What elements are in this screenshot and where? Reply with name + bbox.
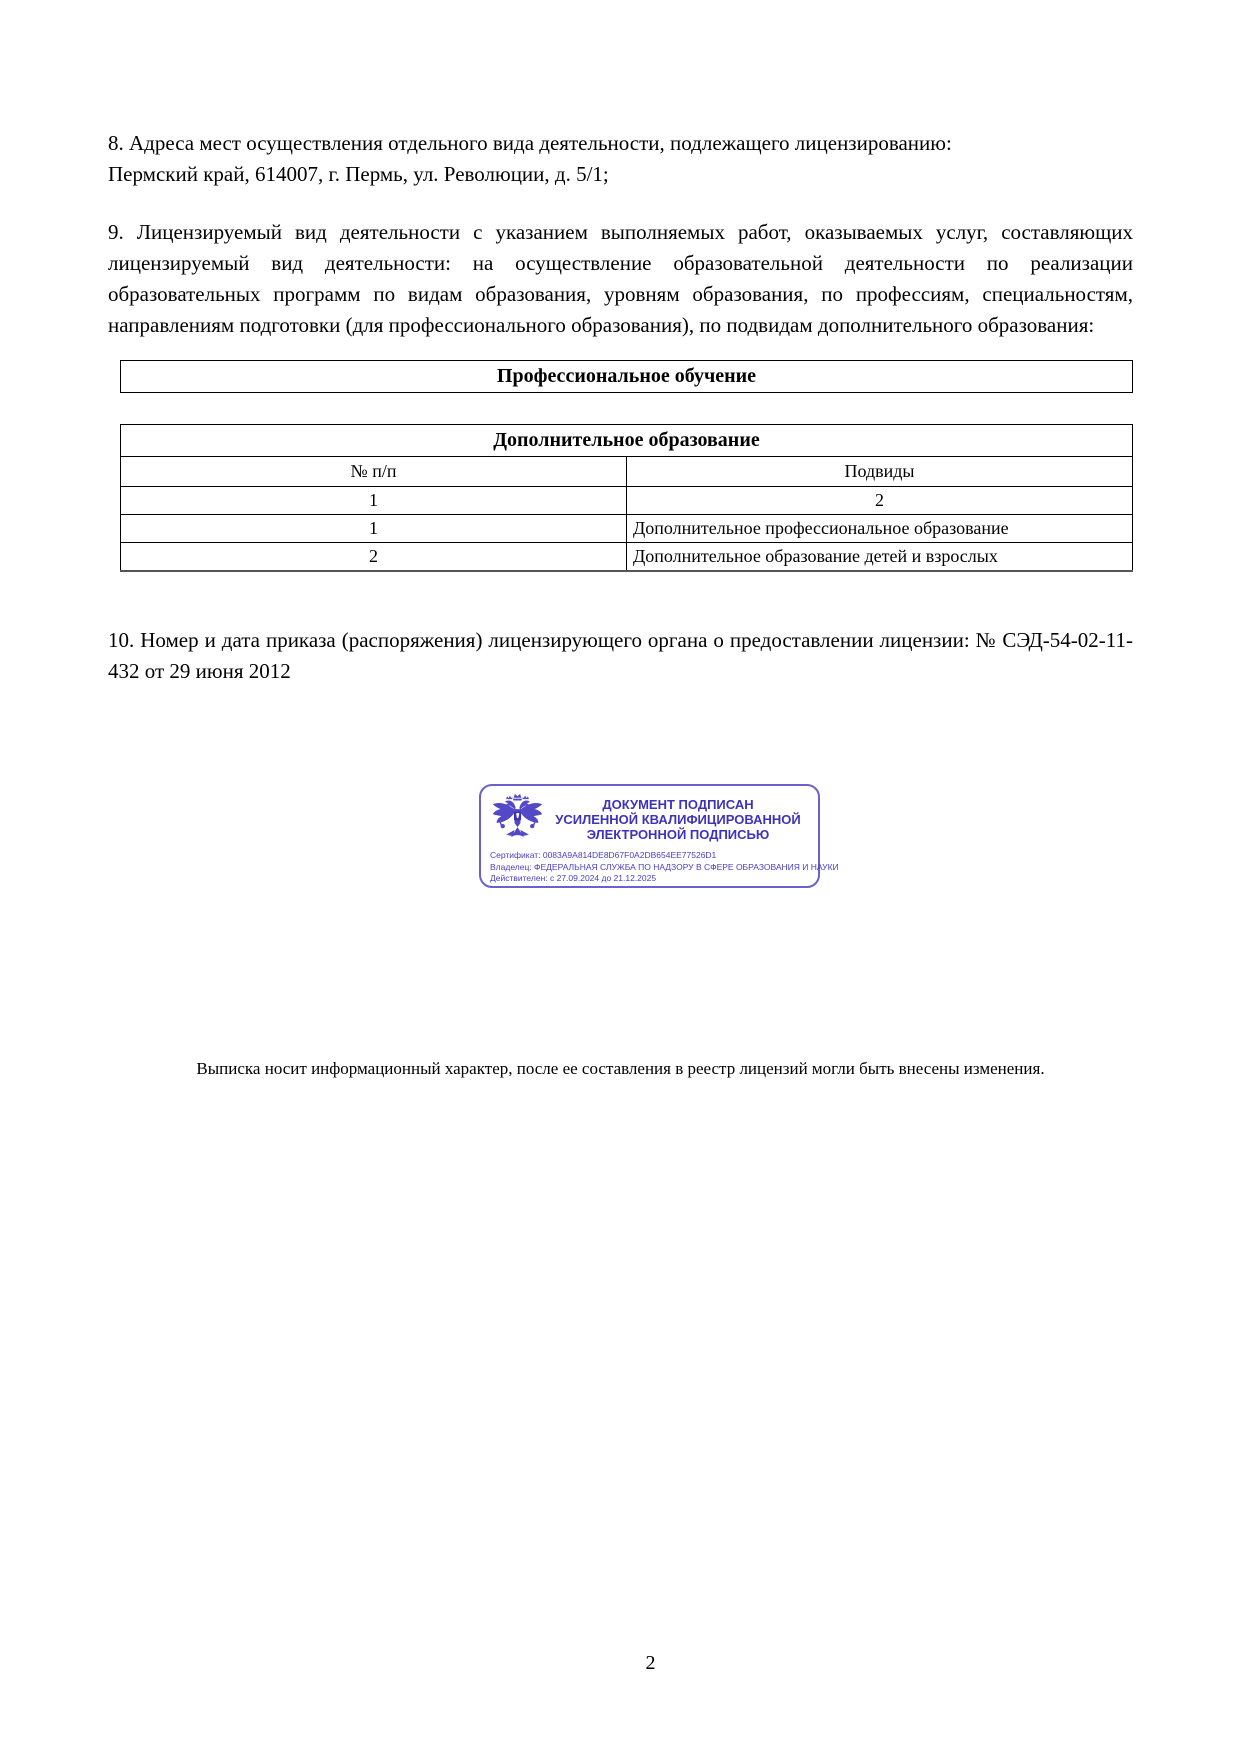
index-cell-2: 2 [627, 487, 1133, 515]
stamp-certificate: Сертификат: 0083A9A814DE8D67F0A2DB654EE77526D1 [490, 850, 717, 860]
page-number: 2 [645, 1652, 656, 1674]
col-header-subtypes: Подвиды [627, 457, 1133, 487]
table-header-row [121, 457, 1133, 487]
row-text: Дополнительное профессиональное образование [627, 515, 1133, 543]
digital-signature-stamp [479, 784, 839, 888]
table-row [121, 543, 1133, 571]
table-index-row [121, 487, 1133, 515]
paragraph-9: 9. Лицензируемый вид деятельности с указанием выполняемых работ, оказываемых услуг, составляющих лицензируемый вид деятельности: на осуществление образовательной деятельности по реализации образовательных программ по видам образования, уровням образования, по профессиям, специальностям, направлениям подготовки (для профессионального образования), по подвидам дополнительного образования: [108, 220, 1133, 337]
paragraph-8-line1: 8. Адреса мест осуществления отдельного вида деятельности, подлежащего лицензированию: [108, 131, 952, 155]
row-num: 1 [121, 515, 627, 543]
table-row [121, 361, 1133, 393]
stamp-header [489, 792, 810, 847]
page-content [108, 128, 1133, 687]
table-row [121, 425, 1133, 457]
stamp-owner: Владелец: ФЕДЕРАЛЬНАЯ СЛУЖБА ПО НАДЗОРУ В СФЕРЕ ОБРАЗОВАНИЯ И НАУКИ [490, 861, 839, 872]
paragraph-8 [108, 128, 1133, 190]
row-text: Дополнительное образование детей и взрослых [627, 543, 1133, 571]
stamp-title-line2: УСИЛЕННОЙ КВАЛИФИЦИРОВАННОЙ [555, 812, 801, 827]
stamp-title-line1: ДОКУМЕНТ ПОДПИСАН [602, 797, 754, 812]
index-cell-1: 1 [121, 487, 627, 515]
stamp-title [546, 797, 810, 842]
table-row [121, 515, 1133, 543]
table1-title: Профессиональное обучение [121, 361, 1133, 393]
stamp-title-line3: ЭЛЕКТРОННОЙ ПОДПИСЬЮ [586, 827, 770, 842]
row-num: 2 [121, 543, 627, 571]
info-note: Выписка носит информационный характер, после ее составления в реестр лицензий могли быть внесены изменения. [196, 1059, 1045, 1078]
stamp-validity: Действителен: с 27.09.2024 до 21.12.2025 [490, 873, 657, 883]
additional-education-table [120, 424, 1133, 572]
col-header-num: № п/п [121, 457, 627, 487]
paragraph-10: 10. Номер и дата приказа (распоряжения) лицензирующего органа о предоставлении лицензии: № СЭД-54-02-11-432 от 29 июня 2012 [108, 627, 1133, 683]
professional-training-table [120, 360, 1133, 393]
stamp-details [490, 850, 839, 885]
russian-coat-of-arms-icon [489, 792, 546, 847]
paragraph-8-line2: Пермский край, 614007, г. Пермь, ул. Революции, д. 5/1; [108, 162, 609, 186]
table2-title: Дополнительное образование [121, 425, 1133, 457]
